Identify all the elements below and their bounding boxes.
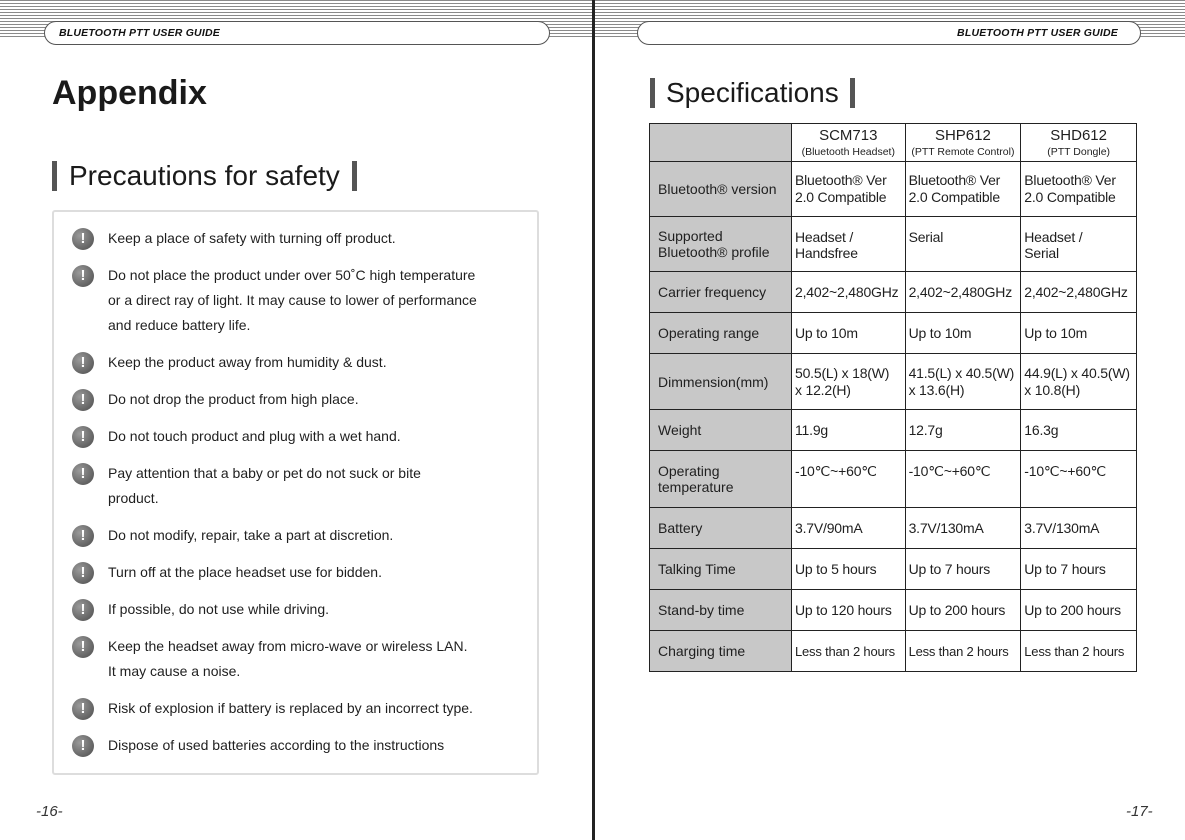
- precaution-text: [108, 696, 473, 721]
- row-label: Talking Time: [650, 549, 792, 590]
- row-label: Operating range: [650, 313, 792, 354]
- table-cell: Less than 2 hours: [1021, 631, 1137, 672]
- exclamation-icon: !: [72, 636, 94, 658]
- table-cell: Headset / Handsfree: [792, 217, 906, 272]
- precaution-line: or a direct ray of light. It may cause to lower of performance: [108, 292, 477, 308]
- table-cell: 2,402~2,480GHz: [792, 272, 906, 313]
- exclamation-icon: !: [72, 463, 94, 485]
- table-cell: Up to 200 hours: [1021, 590, 1137, 631]
- running-header: BLUETOOTH PTT USER GUIDE: [637, 21, 1141, 45]
- table-row: [650, 354, 1137, 410]
- row-label: Operating temperature: [650, 451, 792, 508]
- model-name: SHP612: [934, 127, 991, 144]
- precaution-line: Do not place the product under over 50˚C high temperature: [108, 267, 476, 283]
- precaution-item: [72, 737, 519, 758]
- table-cell: 44.9(L) x 40.5(W) x 10.8(H): [1021, 354, 1137, 410]
- table-row: [650, 272, 1137, 313]
- model-description: (Bluetooth Headset): [801, 146, 895, 158]
- section-title: [52, 160, 357, 192]
- model-description: (PTT Remote Control): [911, 146, 1015, 158]
- table-row: [650, 631, 1137, 672]
- table-cell: 11.9g: [792, 410, 906, 451]
- title-bar-decoration: [352, 161, 357, 191]
- precaution-line: Risk of explosion if battery is replaced by an incorrect type.: [108, 700, 473, 716]
- table-corner-cell: [650, 124, 792, 162]
- precaution-text: [108, 350, 387, 375]
- table-row: [650, 313, 1137, 354]
- table-cell: Less than 2 hours: [905, 631, 1021, 672]
- precaution-line: product.: [108, 490, 159, 506]
- table-row: [650, 451, 1137, 508]
- section-title-text: Specifications: [666, 77, 839, 108]
- row-label: Carrier frequency: [650, 272, 792, 313]
- exclamation-icon: !: [72, 599, 94, 621]
- table-cell: Bluetooth® Ver 2.0 Compatible: [792, 162, 906, 217]
- table-cell: Up to 10m: [905, 313, 1021, 354]
- exclamation-icon: !: [72, 562, 94, 584]
- exclamation-icon: !: [72, 426, 94, 448]
- precaution-item: [72, 638, 519, 684]
- exclamation-icon: !: [72, 352, 94, 374]
- title-bar-decoration: [52, 161, 57, 191]
- precaution-item: [72, 527, 519, 548]
- table-row: [650, 410, 1137, 451]
- table-cell: -10℃~+60℃: [905, 451, 1021, 508]
- table-cell: Up to 5 hours: [792, 549, 906, 590]
- precaution-item: [72, 700, 519, 721]
- table-cell: Up to 7 hours: [905, 549, 1021, 590]
- right-page: [595, 0, 1185, 840]
- page-number: -17-: [1126, 803, 1153, 820]
- precaution-text: [108, 387, 359, 412]
- precaution-line: Do not modify, repair, take a part at discretion.: [108, 527, 394, 543]
- table-cell: 3.7V/130mA: [1021, 508, 1137, 549]
- exclamation-icon: !: [72, 525, 94, 547]
- row-label: Stand-by time: [650, 590, 792, 631]
- precaution-line: Keep the product away from humidity & dust.: [108, 354, 387, 370]
- table-cell: 2,402~2,480GHz: [1021, 272, 1137, 313]
- table-row: [650, 162, 1137, 217]
- precaution-text: [108, 424, 401, 449]
- title-bar-decoration: [850, 78, 855, 108]
- exclamation-icon: !: [72, 389, 94, 411]
- table-cell: Up to 7 hours: [1021, 549, 1137, 590]
- row-label: Charging time: [650, 631, 792, 672]
- precaution-line: Turn off at the place headset use for bidden.: [108, 564, 382, 580]
- precaution-item: [72, 230, 519, 251]
- precaution-text: [108, 226, 396, 251]
- table-cell: Up to 10m: [1021, 313, 1137, 354]
- precaution-text: [108, 263, 477, 338]
- column-header: [905, 124, 1021, 162]
- table-cell: Bluetooth® Ver 2.0 Compatible: [1021, 162, 1137, 217]
- table-cell: 12.7g: [905, 410, 1021, 451]
- running-header: BLUETOOTH PTT USER GUIDE: [44, 21, 550, 45]
- table-cell: Up to 10m: [792, 313, 906, 354]
- model-name: SHD612: [1050, 127, 1107, 144]
- table-cell: 3.7V/130mA: [905, 508, 1021, 549]
- specifications-table: [649, 123, 1137, 672]
- precaution-line: Do not drop the product from high place.: [108, 391, 359, 407]
- table-cell: 16.3g: [1021, 410, 1137, 451]
- row-label: Weight: [650, 410, 792, 451]
- precautions-list: [52, 210, 539, 775]
- left-page: [0, 0, 592, 840]
- precaution-line: Do not touch product and plug with a wet hand.: [108, 428, 401, 444]
- column-header: [792, 124, 906, 162]
- model-name: SCM713: [819, 127, 878, 144]
- precaution-text: [108, 461, 421, 511]
- row-label: Dimmension(mm): [650, 354, 792, 410]
- precaution-text: [108, 634, 467, 684]
- table-cell: Bluetooth® Ver 2.0 Compatible: [905, 162, 1021, 217]
- table-row: [650, 508, 1137, 549]
- precaution-line: Keep the headset away from micro-wave or wireless LAN.: [108, 638, 468, 654]
- table-cell: Up to 200 hours: [905, 590, 1021, 631]
- table-cell: Headset / Serial: [1021, 217, 1137, 272]
- exclamation-icon: !: [72, 698, 94, 720]
- precaution-item: [72, 601, 519, 622]
- precaution-item: [72, 428, 519, 449]
- precaution-text: [108, 597, 329, 622]
- title-bar-decoration: [650, 78, 655, 108]
- precaution-line: It may cause a noise.: [108, 663, 241, 679]
- precaution-item: [72, 465, 519, 511]
- row-label: Bluetooth® version: [650, 162, 792, 217]
- table-cell: 41.5(L) x 40.5(W) x 13.6(H): [905, 354, 1021, 410]
- precaution-line: Dispose of used batteries according to the instructions: [108, 737, 445, 753]
- model-description: (PTT Dongle): [1047, 146, 1111, 158]
- section-title-text: Precautions for safety: [69, 160, 340, 191]
- precaution-item: [72, 391, 519, 412]
- precaution-line: Keep a place of safety with turning off product.: [108, 230, 396, 246]
- page-title: Appendix: [52, 74, 207, 112]
- table-cell: 2,402~2,480GHz: [905, 272, 1021, 313]
- table-row: [650, 549, 1137, 590]
- precaution-text: [108, 560, 382, 585]
- table-cell: -10℃~+60℃: [792, 451, 906, 508]
- precaution-item: [72, 267, 519, 338]
- table-cell: Up to 120 hours: [792, 590, 906, 631]
- section-title: [650, 77, 855, 109]
- table-cell: 50.5(L) x 18(W) x 12.2(H): [792, 354, 906, 410]
- column-header: [1021, 124, 1137, 162]
- table-row: [650, 590, 1137, 631]
- exclamation-icon: !: [72, 735, 94, 757]
- precaution-line: If possible, do not use while driving.: [108, 601, 330, 617]
- table-cell: -10℃~+60℃: [1021, 451, 1137, 508]
- table-cell: Less than 2 hours: [792, 631, 906, 672]
- precaution-text: [108, 523, 393, 548]
- precaution-item: [72, 564, 519, 585]
- table-row: [650, 217, 1137, 272]
- precaution-line: Pay attention that a baby or pet do not suck or bite: [108, 465, 421, 481]
- table-cell: 3.7V/90mA: [792, 508, 906, 549]
- exclamation-icon: !: [72, 228, 94, 250]
- row-label: Supported Bluetooth® profile: [650, 217, 792, 272]
- exclamation-icon: !: [72, 265, 94, 287]
- precaution-line: and reduce battery life.: [108, 317, 251, 333]
- page-number: -16-: [36, 803, 63, 820]
- table-cell: Serial: [905, 217, 1021, 272]
- row-label: Battery: [650, 508, 792, 549]
- precaution-text: [108, 733, 444, 758]
- precaution-item: [72, 354, 519, 375]
- table-header-row: [650, 124, 1137, 162]
